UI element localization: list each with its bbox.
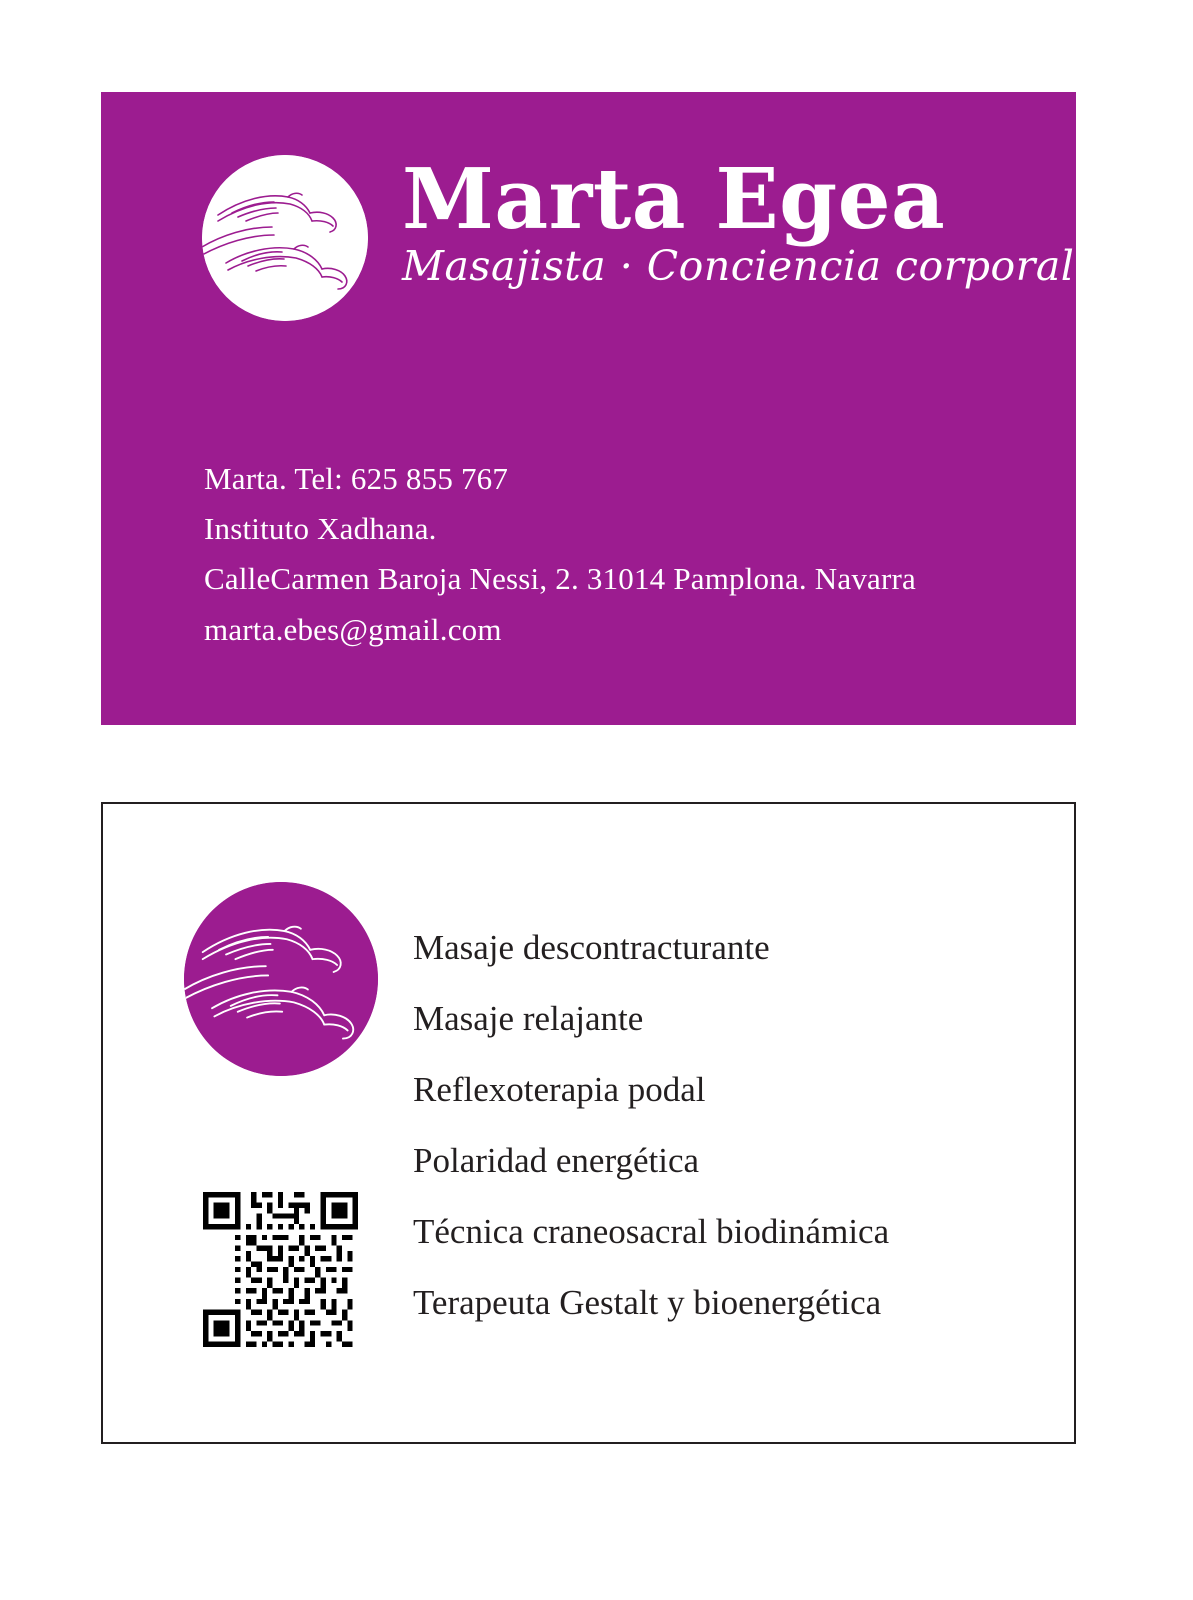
brand-name: Marta Egea xyxy=(402,150,946,248)
list-item: Masaje relajante xyxy=(413,999,644,1038)
contact-address: CalleCarmen Baroja Nessi, 2. 31014 Pamplona. Navarra xyxy=(204,561,917,597)
brand-text xyxy=(402,150,1075,291)
list-item: Técnica craneosacral biodinámica xyxy=(413,1212,890,1251)
services-list xyxy=(413,930,1033,1320)
business-card-front xyxy=(101,92,1076,725)
contact-email: marta.ebes@gmail.com xyxy=(204,611,502,647)
qr-code-icon[interactable] xyxy=(203,1192,358,1347)
brand-tagline: Masajista · Conciencia corporal xyxy=(402,242,1075,291)
list-item: Polaridad energética xyxy=(413,1141,700,1180)
contact-block xyxy=(204,454,916,655)
list-item: Reflexoterapia podal xyxy=(413,1070,706,1109)
list-item: Masaje descontracturante xyxy=(413,928,770,967)
hands-massage-icon xyxy=(202,155,368,321)
brand-lockup xyxy=(202,150,1075,321)
list-item: Terapeuta Gestalt y bioenergética xyxy=(413,1283,882,1322)
contact-institute: Instituto Xadhana. xyxy=(204,511,437,547)
hands-massage-icon xyxy=(184,882,378,1076)
business-card-back xyxy=(101,802,1076,1444)
contact-phone: Marta. Tel: 625 855 767 xyxy=(204,461,509,496)
